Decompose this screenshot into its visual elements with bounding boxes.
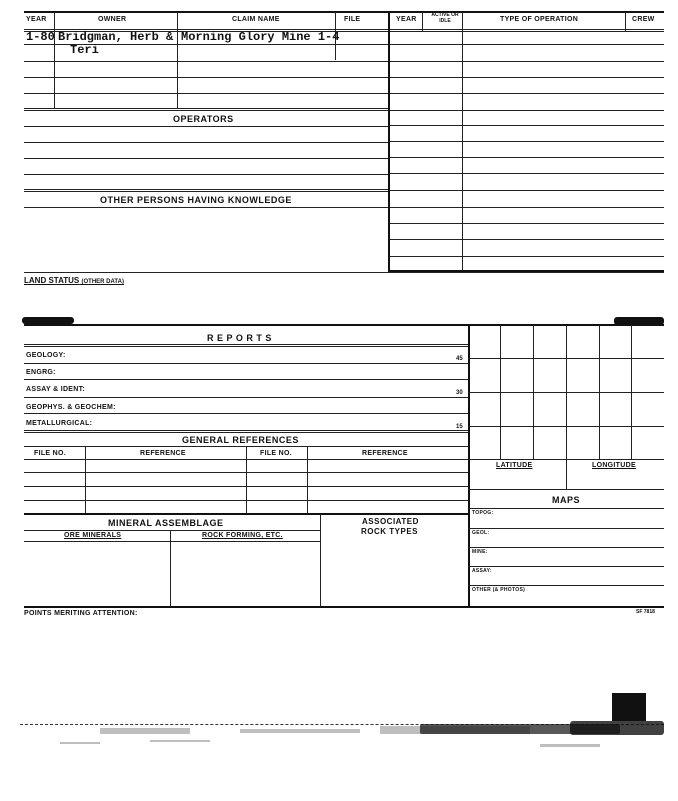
form-code: SF 7818 [636,609,655,615]
entry-claim-name: Morning Glory Mine 1-4 [181,30,340,44]
maps-row-mine: MINE: [472,549,488,555]
col-active-idle-header: ACTIVE OR IDLE [431,12,459,24]
ink-block-bottom-right [612,693,646,721]
col-year2-header: YEAR [396,16,417,23]
maps-title: MAPS [552,495,581,505]
report-num-assay: 30 [456,390,463,396]
land-status-label [24,276,124,285]
land-status-title: LAND STATUS [24,276,80,285]
col-owner-header: OWNER [98,16,127,23]
maps-row-topog: TOPOG: [472,510,494,516]
report-row-geophys: GEOPHYS. & GEOCHEM: [26,404,116,411]
report-row-geology: GEOLOGY: [26,352,66,359]
report-row-engrg: ENGRG: [26,369,56,376]
latitude-label: LATITUDE [496,462,533,469]
rock-forming-header: ROCK FORMING, ETC. [202,532,283,539]
gr-col-file-no-2: FILE NO. [260,450,292,457]
gr-col-reference-1: REFERENCE [140,450,186,457]
maps-row-other-photos: OTHER (& PHOTOS) [472,587,526,593]
entry-owner-line2: Teri [70,43,99,57]
col-claim-name-header: CLAIM NAME [232,16,280,23]
points-meriting-attention-label: POINTS MERITING ATTENTION: [24,610,138,617]
entry-owner-line1: Bridgman, Herb & [58,30,174,44]
col-file-header: FILE [344,16,361,23]
gr-col-reference-2: REFERENCE [362,450,408,457]
report-row-metallurgical: METALLURGICAL: [26,420,93,427]
reports-title: R E P O R T S [207,333,272,343]
operators-title: OPERATORS [173,114,234,124]
report-num-geology: 45 [456,356,463,362]
entry-year: 1-80 [26,30,55,44]
ink-smudge-left [22,317,74,324]
general-references-title: GENERAL REFERENCES [182,435,299,445]
land-status-subtitle: (OTHER DATA) [81,279,124,285]
maps-row-geol: GEOL: [472,530,490,536]
mineral-assemblage-title: MINERAL ASSEMBLAGE [108,518,224,528]
longitude-label: LONGITUDE [592,462,636,469]
col-year-header: YEAR [26,16,47,23]
associated-rock-types-line2: ROCK TYPES [361,527,419,536]
col-crew-header: CREW [632,16,655,23]
other-persons-title: OTHER PERSONS HAVING KNOWLEDGE [100,195,292,205]
report-num-metallurgical: 15 [456,424,463,430]
report-row-assay: ASSAY & IDENT: [26,386,86,393]
maps-row-assay: ASSAY: [472,568,492,574]
gr-col-file-no-1: FILE NO. [34,450,66,457]
col-type-of-operation-header: TYPE OF OPERATION [500,16,579,23]
ore-minerals-header: ORE MINERALS [64,532,122,539]
associated-rock-types-line1: ASSOCIATED [362,517,419,526]
